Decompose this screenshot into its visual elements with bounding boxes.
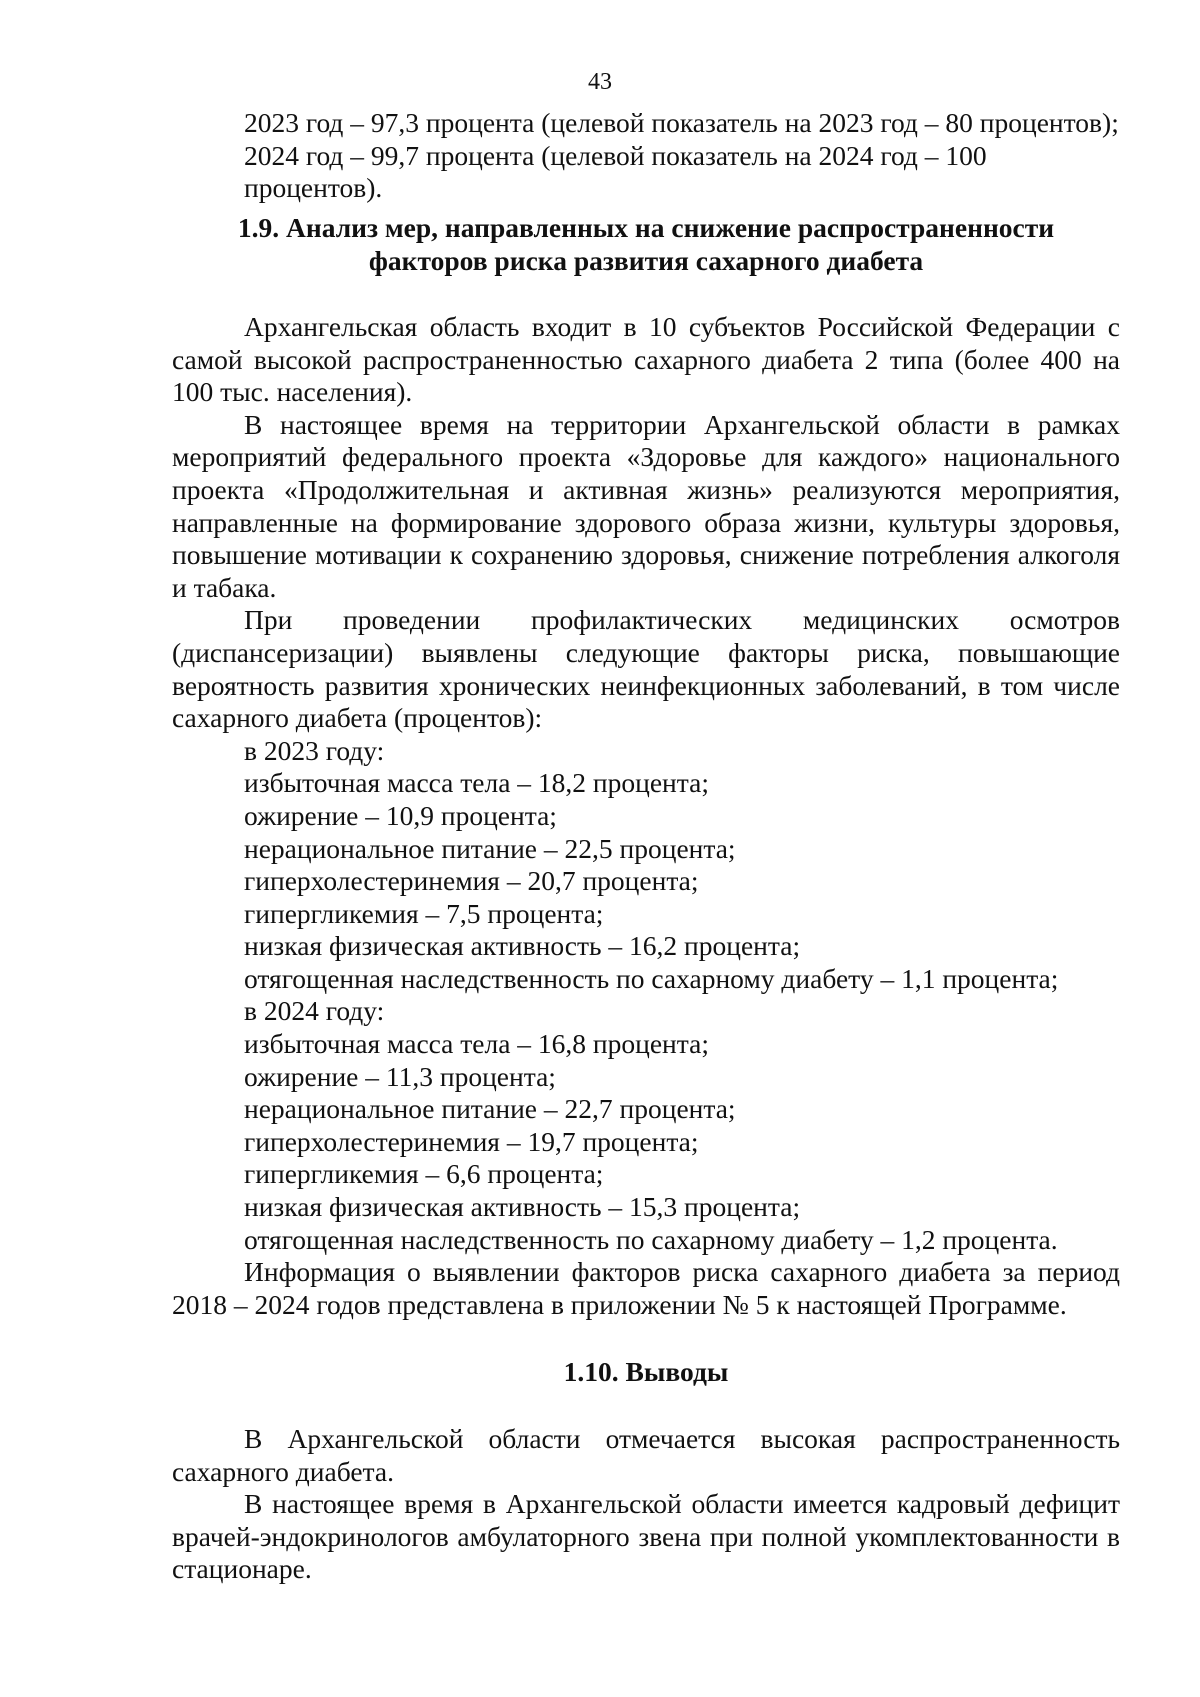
list-item: ожирение – 11,3 процента; <box>244 1060 556 1092</box>
list-item: низкая физическая активность – 16,2 процента; <box>244 930 801 962</box>
intro-block <box>172 107 1120 205</box>
paragraph: Архангельская область входит в 10 субъектов Российской Федерации с самой высокой распространенностью сахарного диабета 2 типа (более 400 на 100 тыс. населения). <box>172 311 1120 408</box>
page-number: 43 <box>588 69 612 95</box>
year-label-2023: в 2023 году: <box>244 734 385 766</box>
paragraph: В настоящее время в Архангельской области имеется кадровый дефицит врачей-эндокринологов амбулаторного звена при полной укомплектованности в стационаре. <box>172 1488 1120 1585</box>
year-label-2024: в 2024 году: <box>244 995 385 1027</box>
list-item: отягощенная наследственность по сахарному диабету – 1,2 процента. <box>244 1223 1058 1255</box>
list-item: нерациональное питание – 22,5 процента; <box>244 832 736 864</box>
list-item: нерациональное питание – 22,7 процента; <box>244 1093 736 1125</box>
list-item: гиперхолестеринемия – 20,7 процента; <box>244 865 699 897</box>
intro-line: 2023 год – 97,3 процента (целевой показатель на 2023 год – 80 процентов); <box>244 107 1119 138</box>
list-item: гипергликемия – 7,5 процента; <box>244 897 604 929</box>
section-heading-1-9 <box>172 211 1120 277</box>
section-heading-line: 1.9. Анализ мер, направленных на снижение распространенности <box>237 212 1055 243</box>
section-heading-line: факторов риска развития сахарного диабета <box>368 245 924 276</box>
risk-factor-list-2024 <box>172 1028 1120 1256</box>
list-item: гиперхолестеринемия – 19,7 процента; <box>244 1125 699 1157</box>
intro-line: 2024 год – 99,7 процента (целевой показатель на 2024 год – 100 процентов). <box>244 139 987 204</box>
paragraph: В настоящее время на территории Архангельской области в рамках мероприятий федерального проекта «Здоровье для каждого» национального проекта «Продолжительная и активная жизнь» реализуются мероприятия, направленные на формирование здорового образа жизни, культуры здоровья, повышение мотивации к сохранению здоровья, снижение потребления алкоголя и табака. <box>172 408 1120 603</box>
risk-factor-list-2023 <box>172 767 1120 995</box>
paragraph: В Архангельской области отмечается высокая распространенность сахарного диабета. <box>172 1423 1120 1487</box>
list-item: низкая физическая активность – 15,3 процента; <box>244 1191 801 1223</box>
list-item: избыточная масса тела – 18,2 процента; <box>244 767 709 799</box>
list-item: гипергликемия – 6,6 процента; <box>244 1158 604 1190</box>
list-item: ожирение – 10,9 процента; <box>244 799 557 831</box>
list-item: отягощенная наследственность по сахарному диабету – 1,1 процента; <box>244 962 1059 994</box>
section-body-1-9 <box>172 311 1120 1321</box>
section-body-1-10 <box>172 1423 1120 1586</box>
section-heading-1-10: 1.10. Выводы <box>563 1356 729 1387</box>
paragraph-closing: Информация о выявлении факторов риска сахарного диабета за период 2018 – 2024 годов представлена в приложении № 5 к настоящей Программе. <box>172 1256 1120 1320</box>
list-item: избыточная масса тела – 16,8 процента; <box>244 1028 709 1060</box>
paragraph: При проведении профилактических медицинских осмотров (диспансеризации) выявлены следующие факторы риска, повышающие вероятность развития хронических неинфекционных заболеваний, в том числе сахарного диабета (процентов): <box>172 604 1120 734</box>
